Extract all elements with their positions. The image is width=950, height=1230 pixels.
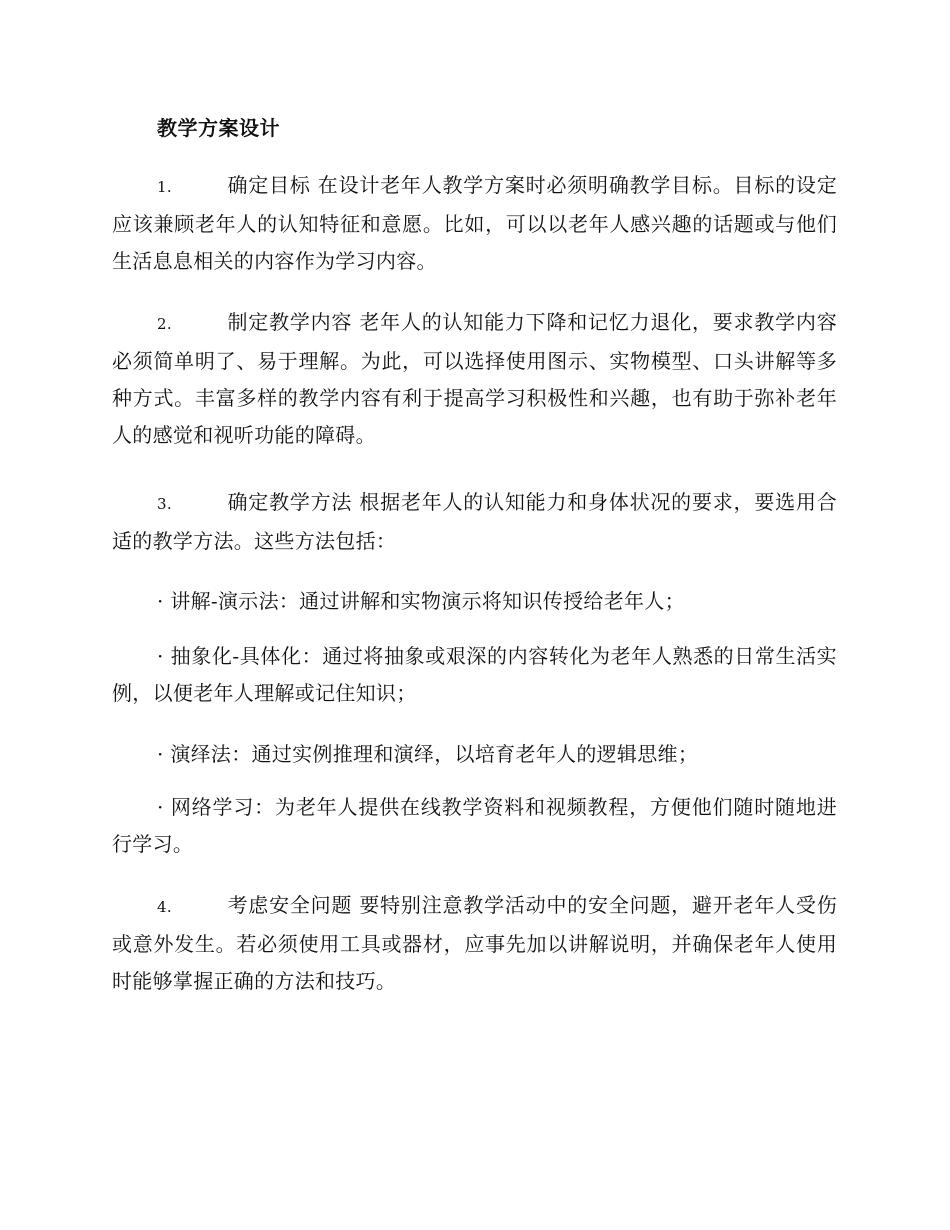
list-item-3 — [112, 484, 837, 560]
item-text: 考虑安全问题 要特别注意教学活动中的安全问题，避开老年人受伤或意外发生。若必须使用工具或器材，应事先加以讲解说明，并确保老年人使用时能够掌握正确的方法和技巧。 — [112, 893, 837, 993]
bullet-item-2 — [112, 638, 837, 712]
item-number: 2. — [157, 315, 172, 333]
list-item-1 — [112, 167, 837, 280]
list-item-2 — [112, 304, 837, 454]
item-number: 4. — [157, 898, 172, 916]
item-number: 1. — [157, 178, 172, 196]
item-text: 确定教学方法 根据老年人的认知能力和身体状况的要求，要选用合适的教学方法。这些方法包括： — [112, 490, 837, 553]
item-number: 3. — [157, 495, 172, 513]
list-item-4 — [112, 887, 837, 1000]
item-text: 制定教学内容 老年人的认知能力下降和记忆力退化，要求教学内容必须简单明了、易于理解。为此，可以选择使用图示、实物模型、口头讲解等多种方式。丰富多样的教学内容有利于提高学习积极性和兴趣，也有助于弥补老年人的感觉和视听功能的障碍。 — [112, 310, 837, 447]
bullet-text: · 网络学习：为老年人提供在线教学资料和视频教程，方便他们随时随地进行学习。 — [112, 795, 837, 856]
document-heading: 教学方案设计 — [157, 116, 280, 140]
bullet-text: · 讲解-演示法：通过讲解和实物演示将知识传授给老年人； — [157, 589, 685, 613]
bullet-item-1 — [112, 583, 837, 620]
bullet-text: · 演绎法：通过实例推理和演绎，以培育老年人的逻辑思维； — [157, 742, 699, 766]
bullet-item-3 — [112, 736, 837, 773]
item-text: 确定目标 在设计老年人教学方案时必须明确教学目标。目标的设定应该兼顾老年人的认知特征和意愿。比如，可以以老年人感兴趣的话题或与他们生活息息相关的内容作为学习内容。 — [112, 173, 837, 273]
bullet-text: · 抽象化-具体化：通过将抽象或艰深的内容转化为老年人熟悉的日常生活实例，以便老年人理解或记住知识； — [112, 644, 837, 705]
bullet-item-4 — [112, 789, 837, 863]
